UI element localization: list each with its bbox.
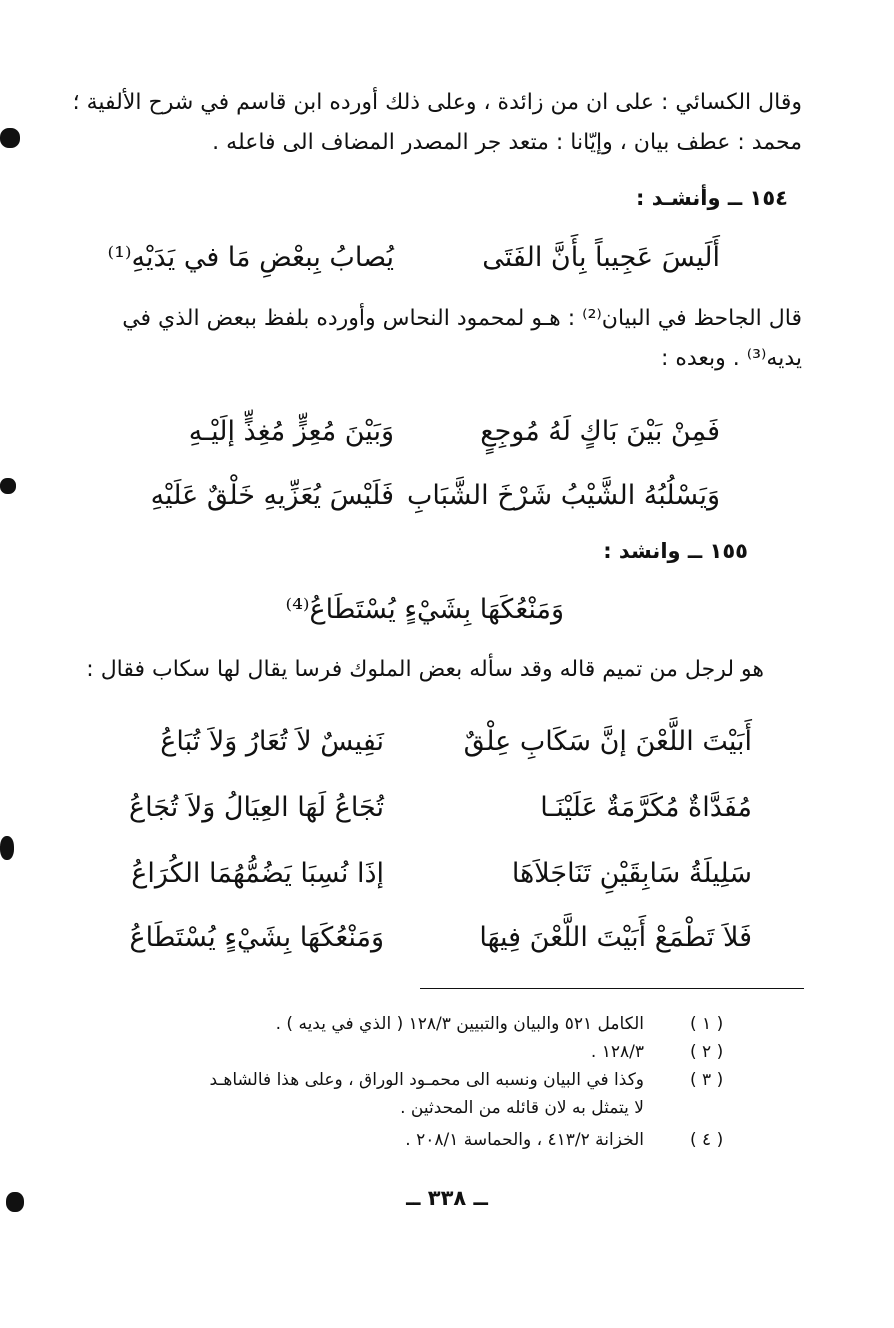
footnote-number: ( ٣ ) xyxy=(690,1070,724,1090)
footnote-number: ( ٤ ) xyxy=(690,1130,724,1150)
verse-hemistich: وَبَيْنَ مُعِزٍّ مُغِذٍّ إلَيْـهِ xyxy=(188,416,394,447)
verse-hemistich: وَيَسْلُبُهُ الشَّيْبُ شَرْخَ الشَّبَابِ xyxy=(407,480,720,511)
paragraph-line: قال الجاحظ في البيان⁽²⁾ : هـو لمحمود النحاس وأورده بلفظ ببعض الذي في xyxy=(122,306,802,331)
verse-hemistich: فَمِنْ بَيْنَ بَاكٍ لَهُ مُوجِعٍ xyxy=(480,416,720,447)
verse-hemistich: أَبَيْتَ اللَّعْنَ إنَّ سَكَابِ عِلْقٌ xyxy=(463,726,752,757)
paragraph-line: هو لرجل من تميم قاله وقد سأله بعض الملوك فرسا يقال لها سكاب فقال : xyxy=(86,657,764,682)
page-number: ــ ٣٣٨ ــ xyxy=(406,1186,488,1210)
footnote-text: لا يتمثل به لان قائله من المحدثين . xyxy=(400,1098,644,1118)
verse-hemistich: وَمَنْعُكَهَا بِشَيْءٍ يُسْتَطَاعُ xyxy=(129,922,384,953)
verse-hemistich: تُجَاعُ لَهَا العِيَالُ وَلاَ تُجَاعُ xyxy=(129,792,384,823)
footnote-text: الكامل ٥٢١ والبيان والتبيين ١٢٨/٣ ( الذي في يديه ) . xyxy=(275,1014,644,1034)
paragraph-line: محمد : عطف بيان ، وإيّانا : متعد جر المصدر المضاف الى فاعله . xyxy=(212,130,802,155)
footnote-text: ١٢٨/٣ . xyxy=(590,1042,644,1062)
verse-number-heading: ١٥٤ ــ وأنشـد : xyxy=(636,186,788,210)
scan-mark xyxy=(0,478,16,494)
verse-hemistich: سَلِيلَةُ سَابِقَيْنِ تَنَاجَلاَهَا xyxy=(511,858,752,889)
verse-hemistich: وَمَنْعُكَهَا بِشَيْءٍ يُسْتَطَاعُ⁽⁴⁾ xyxy=(285,594,564,625)
verse-hemistich: أَلَيسَ عَجِيباً بِأَنَّ الفَتَى xyxy=(482,242,720,273)
footnote-text: وكذا في البيان ونسبه الى محمـود الوراق ، وعلى هذا فالشاهـد xyxy=(209,1070,644,1090)
scan-mark xyxy=(0,128,20,148)
paragraph-line: يديه⁽³⁾ . وبعده : xyxy=(660,346,802,371)
verse-hemistich: فَلَيْسَ يُعَزِّيهِ خَلْقٌ عَلَيْهِ xyxy=(150,480,394,511)
scan-mark xyxy=(0,836,14,860)
footnote-text: الخزانة ٤١٣/٢ ، والحماسة ٢٠٨/١ . xyxy=(405,1130,644,1150)
footnote-separator xyxy=(420,988,804,989)
verse-number-heading: ١٥٥ ــ وانشد : xyxy=(603,539,748,563)
paragraph-line: وقال الكسائي : على ان من زائدة ، وعلى ذلك أورده ابن قاسم في شرح الألفية ؛ xyxy=(72,90,802,115)
verse-hemistich: مُفَدَّاةٌ مُكَرَّمَةٌ عَلَيْنَـا xyxy=(540,792,752,823)
footnote-number: ( ٢ ) xyxy=(690,1042,724,1062)
verse-hemistich: إذَا نُسِبَا يَضُمُّهُمَا الكُرَاعُ xyxy=(131,858,384,889)
verse-hemistich: نَفِيسٌ لاَ تُعَارُ وَلاَ تُبَاعُ xyxy=(160,726,384,757)
footnote-number: ( ١ ) xyxy=(690,1014,724,1034)
verse-hemistich: يُصابُ بِبعْضِ مَا في يَدَيْهِ⁽¹⁾ xyxy=(107,242,394,273)
verse-hemistich: فَلاَ تَطْمَعْ أَبَيْتَ اللَّعْنَ فِيهَا xyxy=(479,922,752,953)
